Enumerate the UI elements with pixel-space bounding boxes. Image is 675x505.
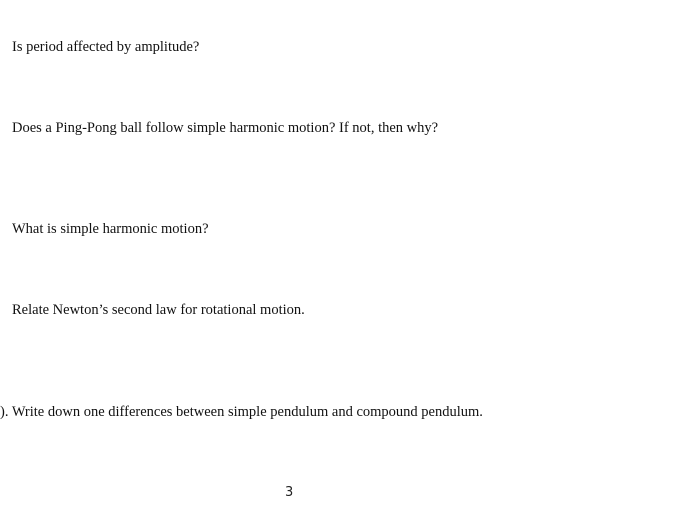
page-number: 3 (285, 485, 294, 500)
question-what-is-shm: What is simple harmonic motion? (12, 221, 209, 237)
question-pendulum-differences: ). Write down one differences between simple pendulum and compound pendulum. (0, 404, 483, 420)
question-period-amplitude: Is period affected by amplitude? (12, 39, 200, 55)
question-ping-pong-shm: Does a Ping-Pong ball follow simple harmonic motion? If not, then why? (12, 120, 439, 136)
question-newton-second-law-rotational: Relate Newton’s second law for rotational motion. (12, 302, 305, 318)
